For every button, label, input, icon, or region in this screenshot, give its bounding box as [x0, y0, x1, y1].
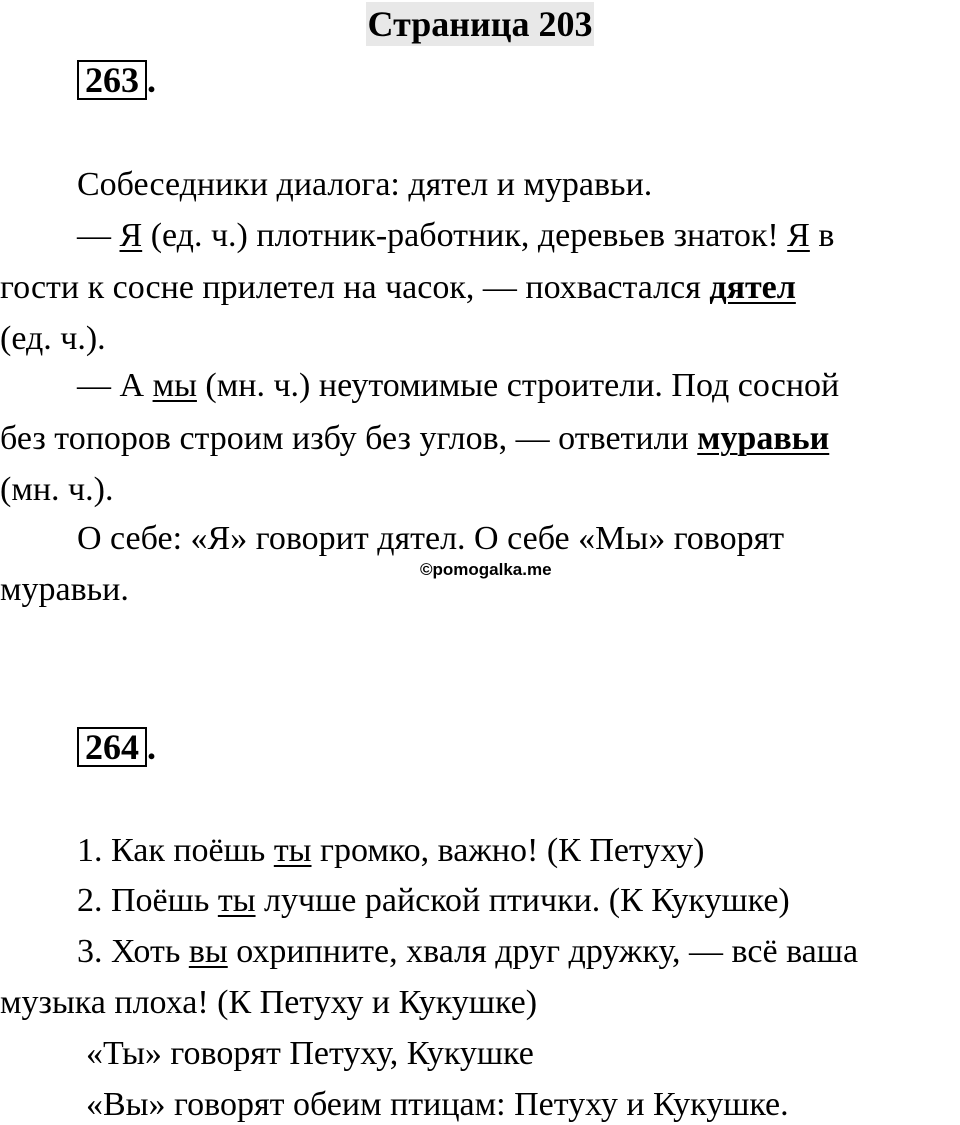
underlined-pronoun: ты: [273, 832, 312, 869]
task-263-number-box: 263: [77, 60, 147, 100]
task-263-line-5: [0, 366, 960, 406]
text-segment: охрипните, хваля друг дружку, — всё ваша: [227, 933, 859, 970]
text-segment: гости к сосне прилетел на часок, — похвастался: [0, 269, 710, 306]
underlined-pronoun: вы: [188, 933, 228, 970]
text-segment: (мн. ч.) неутомимые строители. Под сосной: [196, 367, 840, 404]
page-title-text: Страница 203: [367, 4, 593, 44]
task-263-line-4: (ед. ч.).: [0, 320, 106, 357]
task-264-line-5: «Ты» говорят Петуху, Кукушке: [86, 1035, 534, 1072]
task-263-line-6: [0, 419, 960, 459]
text-segment: — А: [77, 367, 153, 404]
task-263-line-7: (мн. ч.).: [0, 471, 114, 508]
task-263-line-3: [0, 268, 960, 308]
page-title: [0, 2, 960, 46]
bold-subject: дятел: [709, 269, 796, 306]
text-segment: в: [809, 217, 835, 254]
task-263-line-1: Собеседники диалога: дятел и муравьи.: [77, 166, 653, 203]
task-264-line-6: «Вы» говорят обеим птицам: Петуху и Кукушке.: [86, 1086, 789, 1123]
task-264-line-2: [0, 881, 960, 921]
bold-subject: муравьи: [697, 420, 830, 457]
task-264-line-4: музыка плоха! (К Петуху и Кукушке): [0, 984, 538, 1021]
underlined-pronoun: Я: [787, 217, 810, 254]
text-segment: громко, важно! (К Петуху): [311, 832, 705, 869]
underlined-pronoun: мы: [152, 367, 197, 404]
task-263-line-9: муравьи.: [0, 571, 129, 608]
watermark: ©pomogalka.me: [420, 560, 552, 579]
task-263-number: 263 .: [77, 60, 156, 100]
text-segment: 3. Хоть: [77, 933, 189, 970]
text-segment: —: [77, 217, 120, 254]
task-264-line-3: [0, 932, 960, 972]
text-segment: 1. Как поёшь: [77, 832, 274, 869]
text-segment: без топоров строим избу без углов, — ответили: [0, 420, 698, 457]
task-264-number-box: 264: [77, 727, 147, 767]
task-264-number: 264 .: [77, 727, 156, 767]
task-263-line-8: О себе: «Я» говорит дятел. О себе «Мы» говорят: [77, 520, 785, 557]
task-264-line-1: [0, 831, 960, 871]
underlined-pronoun: ты: [217, 882, 256, 919]
underlined-pronoun: Я: [119, 217, 143, 254]
text-segment: лучше райской птички. (К Кукушке): [255, 882, 790, 919]
text-segment: (ед. ч.) плотник-работник, деревьев знаток!: [142, 217, 788, 254]
task-263-line-2: [0, 216, 960, 256]
text-segment: 2. Поёшь: [77, 882, 218, 919]
